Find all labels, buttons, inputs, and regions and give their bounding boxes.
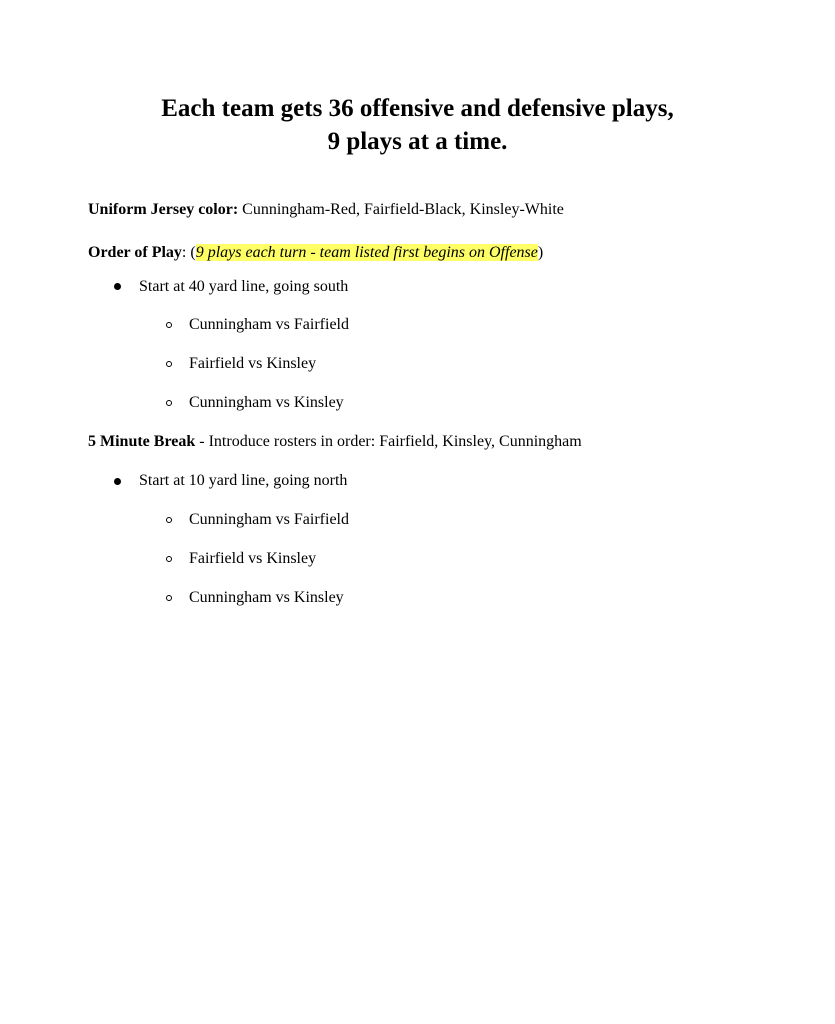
session-1-game-1: Cunningham vs Fairfield bbox=[189, 316, 349, 333]
break-line bbox=[88, 432, 582, 452]
bullet-disc-icon bbox=[114, 283, 121, 290]
break-text: - Introduce rosters in order: Fairfield, Kinsley, Cunningham bbox=[195, 433, 582, 450]
session-2-game-3: Cunningham vs Kinsley bbox=[189, 589, 344, 606]
uniform-label: Uniform Jersey color: bbox=[88, 201, 239, 218]
bullet-circle-icon bbox=[166, 556, 172, 562]
bullet-disc-icon bbox=[114, 478, 121, 485]
order-of-play-close: ) bbox=[537, 244, 544, 261]
uniform-value: Cunningham-Red, Fairfield-Black, Kinsley-White bbox=[238, 201, 564, 218]
title-line-1: Each team gets 36 offensive and defensive plays, bbox=[161, 95, 674, 122]
session-1-game-2: Fairfield vs Kinsley bbox=[189, 355, 317, 372]
title-line-2: 9 plays at a time. bbox=[327, 128, 508, 155]
bullet-circle-icon bbox=[166, 595, 172, 601]
order-of-play-line bbox=[88, 243, 543, 263]
uniform-line bbox=[88, 200, 564, 220]
page-title bbox=[0, 92, 835, 158]
session-2-start: Start at 10 yard line, going north bbox=[139, 472, 348, 489]
bullet-circle-icon bbox=[166, 361, 172, 367]
bullet-circle-icon bbox=[166, 517, 172, 523]
session-2-game-1: Cunningham vs Fairfield bbox=[189, 511, 349, 528]
order-of-play-colon: : ( bbox=[181, 244, 196, 261]
bullet-circle-icon bbox=[166, 400, 172, 406]
session-1-start: Start at 40 yard line, going south bbox=[139, 278, 349, 295]
order-of-play-note: 9 plays each turn - team listed first begins on Offense bbox=[195, 244, 538, 261]
session-1-game-3: Cunningham vs Kinsley bbox=[189, 394, 344, 411]
break-label: 5 Minute Break bbox=[88, 433, 196, 450]
bullet-circle-icon bbox=[166, 322, 172, 328]
order-of-play-label: Order of Play bbox=[88, 244, 182, 261]
session-2-game-2: Fairfield vs Kinsley bbox=[189, 550, 317, 567]
